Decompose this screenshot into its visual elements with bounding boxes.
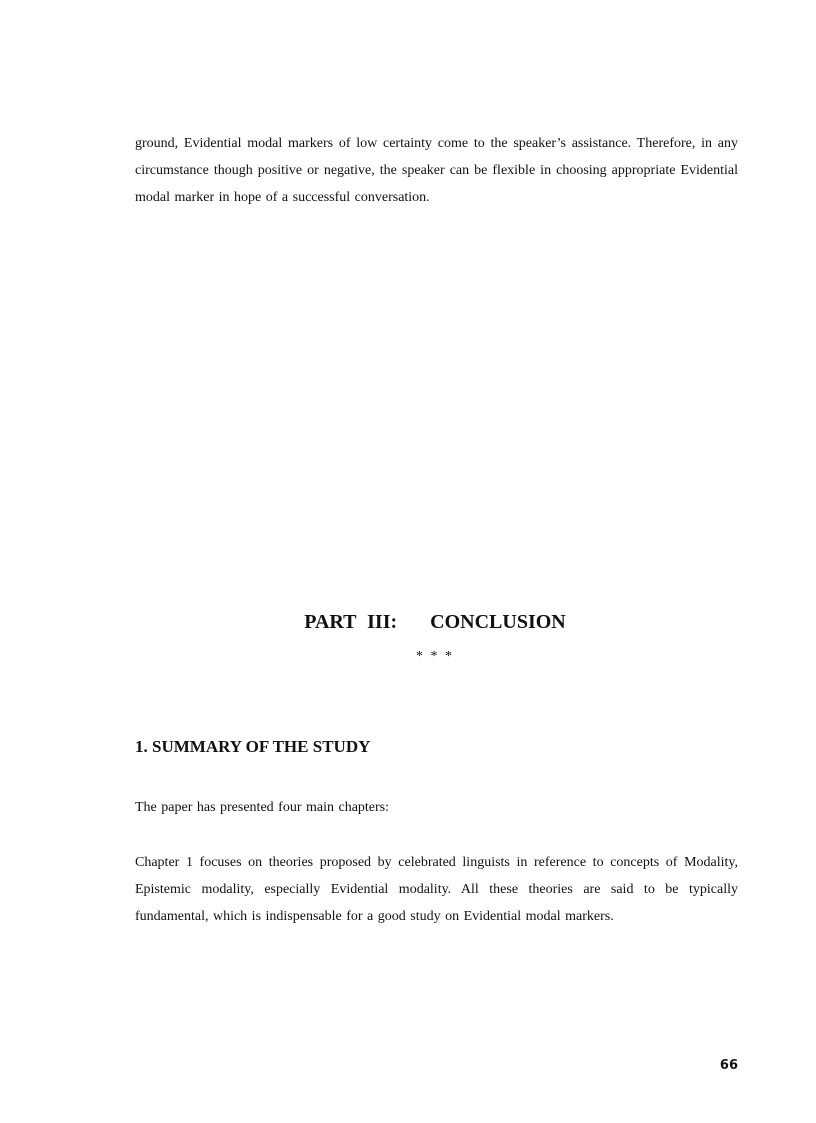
section-separator: * * * bbox=[416, 649, 454, 664]
page-number: 66 bbox=[719, 1058, 738, 1073]
paragraph-chapter-1: Chapter 1 focuses on theories proposed by celebrated linguists in reference to concepts of Modality, Epistemic modality, especially Evidential modality. All these theories are said to be typically fundamental, which is indispensable for a good study on Evidential modal markers. bbox=[135, 855, 738, 924]
paragraph-intro: The paper has presented four main chapters: bbox=[135, 800, 390, 815]
paragraph-evidential-markers: ground, Evidential modal markers of low certainty come to the speaker’s assistance. Therefore, in any circumstance though positive or negative, the speaker can be flexible in choosing appropriate Evidential modal marker in hope of a successful conversation. bbox=[135, 136, 738, 205]
part-title: PART III: CONCLUSION bbox=[304, 611, 566, 633]
section-heading: 1. SUMMARY OF THE STUDY bbox=[135, 737, 371, 756]
